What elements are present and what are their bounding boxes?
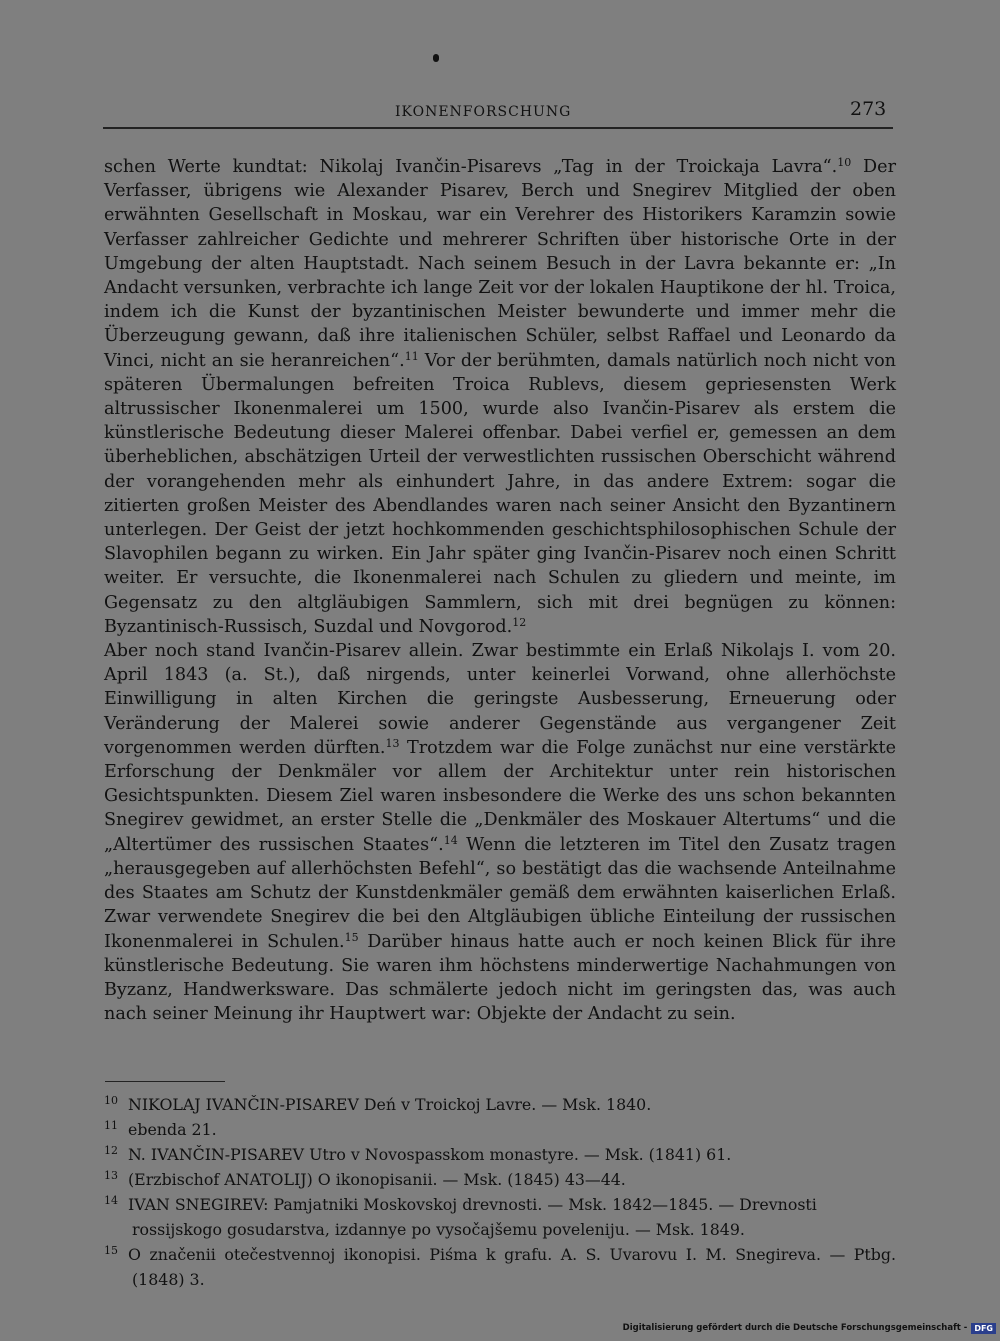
body-paragraph-2: [104, 639, 896, 1026]
header-rule: [103, 127, 893, 129]
footnote-text: IVAN SNEGIREV: Pamjatniki Moskovskoj drevnosti. — Msk. 1842—1845. — Drevnosti rossijskogo gosudarstva, izdannye po vysočajšemu poveleniju. — Msk. 1849.: [128, 1195, 817, 1239]
dfg-logo: DFG: [971, 1323, 996, 1334]
paragraph-text: Vor der berühmten, damals natürlich noch nicht von späteren Übermalungen befreiten Troica Rublevs, diesem gepriesensten Werk altrussischer Ikonenmalerei um 1500, wurde also Ivančin-Pisarev als erstem die künstlerische Bedeutung dieser Malerei offenbar. Dabei verfiel er, gemessen an dem überheblichen, abschätzigen Urteil der verwestlichten russischen Oberschicht während der vorangehenden mehr als einhundert Jahre, in das andere Extrem: sogar die zitierten großen Meister des Abendlandes waren nach seiner Ansicht den Byzantinern unterlegen. Der Geist der jetzt hochkommenden geschichtsphilosophischen Schule der Slavophilen begann zu wirken. Ein Jahr später ging Ivančin-Pisarev noch einen Schritt weiter. Er versuchte, die Ikonenmalerei nach Schulen zu gliedern und meinte, im Gegensatz zu den altgläubigen Sammlern, sich mit drei begnügen zu können: Byzantinisch-Russisch, Suzdal und Novgorod.: [104, 350, 896, 637]
footnote-12: $^{12}$ N. IVANČIN-PISAREV Utro v Novospasskom monastyre. — Msk. (1841) 61.: [104, 1144, 732, 1164]
footnote-ref-10: 10: [837, 156, 852, 169]
credit-text: Digitalisierung gefördert durch die Deutsche Forschungsgemeinschaft -: [622, 1323, 968, 1333]
footnote-11: $^{11}$ ebenda 21.: [104, 1119, 217, 1139]
digitization-credit: [623, 1321, 1000, 1335]
paragraph-text: Aber noch stand Ivančin-Pisarev allein. Zwar bestimmte ein Erlaß Nikolajs I. vom 20. April 1843 (a. St.), daß nirgends, unter keinerlei Vorwand, ohne allerhöchste Einwilligung in alten Kirchen die geringste Ausbesserung, Erneuerung oder Veränderung der Malerei sowie anderer Gegenstände aus vergangener Zeit vorgenommen werden dürften.: [104, 641, 896, 758]
body-paragraph-1: [104, 155, 896, 639]
paragraph-text: Darüber hinaus hatte auch er noch keinen Blick für ihre künstlerische Bedeutung. Sie waren ihm höchstens minderwertige Nachahmungen von Byzanz, Handwerksware. Das schmälerte jedoch nicht im geringsten das, was auch nach seiner Meinung ihr Hauptwert war: Objekte der Andacht zu sein.: [104, 931, 896, 1025]
footnote-text: O značenii otečestvennoj ikonopisi. Piśma k grafu. A. S. Uvarovu I. M. Snegireva. — Ptbg. (1848) 3.: [128, 1245, 896, 1289]
footnote-ref-15: 15: [344, 930, 359, 944]
footnote-text: N. IVANČIN-PISAREV Utro v Novospasskom monastyre. — Msk. (1841) 61.: [128, 1145, 732, 1164]
footnote-13: $^{13}$ (Erzbischof ANATOLIJ) O ikonopisanii. — Msk. (1845) 43—44.: [104, 1169, 626, 1189]
footnote-15: $^{15}$ O značenii otečestvennoj ikonopisi. Piśma k grafu. A. S. Uvarovu I. M. Snegireva. — Ptbg. (1848) 3.: [104, 1244, 896, 1289]
footnote-ref-13: 13: [385, 736, 400, 750]
paragraph-text: Trotzdem war die Folge zunächst nur eine verstärkte Erforschung der Denkmäler vor allem der Architektur unter rein historischen Gesichtspunkten. Diesem Ziel waren insbesondere die Werke des uns schon bekannten Snegirev gewidmet, an erster Stelle die „Denkmäler des Moskauer Altertums“ und die „Altertümer des russischen Staates“.: [104, 737, 896, 855]
footnote-text: (Erzbischof ANATOLIJ) O ikonopisanii. — Msk. (1845) 43—44.: [128, 1170, 626, 1189]
paragraph-text: Wenn die letzteren im Titel den Zusatz tragen „herausgegeben auf allerhöchsten Befehl“, so bestätigt das die wachsende Anteilnahme des Staates am Schutz der Kunstdenkmäler gemäß dem erwähnten kaiserlichen Erlaß. Zwar verwendete Snegirev die bei den Altgläubigen übliche Einteilung der russischen Ikonenmalerei in Schulen.: [104, 834, 897, 952]
body-text: [104, 155, 896, 1026]
page-number: 273: [850, 98, 887, 120]
footnote-text: NIKOLAJ IVANČIN-PISAREV Deń v Troickoj Lavre. — Msk. 1840.: [128, 1095, 652, 1114]
footnotes: [104, 1092, 896, 1292]
footnote-10: $^{10}$ NIKOLAJ IVANČIN-PISAREV Deń v Troickoj Lavre. — Msk. 1840.: [104, 1094, 652, 1114]
ink-dot-mark: [433, 54, 439, 62]
footnote-ref-14: 14: [443, 833, 458, 847]
paragraph-text: schen Werte kundtat: Nikolaj Ivančin-Pisarevs „Tag in der Troickaja Lavra“.: [104, 157, 838, 177]
footnote-rule: [105, 1081, 225, 1082]
running-header-title: IKONENFORSCHUNG: [395, 104, 572, 120]
footnote-text: ebenda 21.: [128, 1120, 217, 1139]
footnote-ref-11: 11: [404, 349, 419, 363]
paragraph-text: Der Verfasser, übrigens wie Alexander Pisarev, Berch und Snegirev Mitglied der oben erwähnten Gesellschaft in Moskau, war ein Verehrer des Historikers Karamzin sowie Verfasser zahlreicher Gedichte und mehrerer Schriften über historische Orte in der Umgebung der alten Hauptstadt. Nach seinem Besuch in der Lavra bekannte er: „In Andacht versunken, verbrachte ich lange Zeit vor der lokalen Hauptikone der hl. Troica, indem ich die Kunst der byzantinischen Meister bewunderte und immer mehr die Überzeugung gewann, daß ihre italienischen Schüler, selbst Raffael und Leonardo da Vinci, nicht an sie heranreichen“.: [104, 157, 896, 371]
footnote-ref-12: 12: [512, 615, 527, 629]
footnote-14: $^{14}$ IVAN SNEGIREV: Pamjatniki Moskovskoj drevnosti. — Msk. 1842—1845. — Drevnosti rossijskogo gosudarstva, izdannye po vysočajšemu poveleniju. — Msk. 1849.: [104, 1194, 817, 1239]
